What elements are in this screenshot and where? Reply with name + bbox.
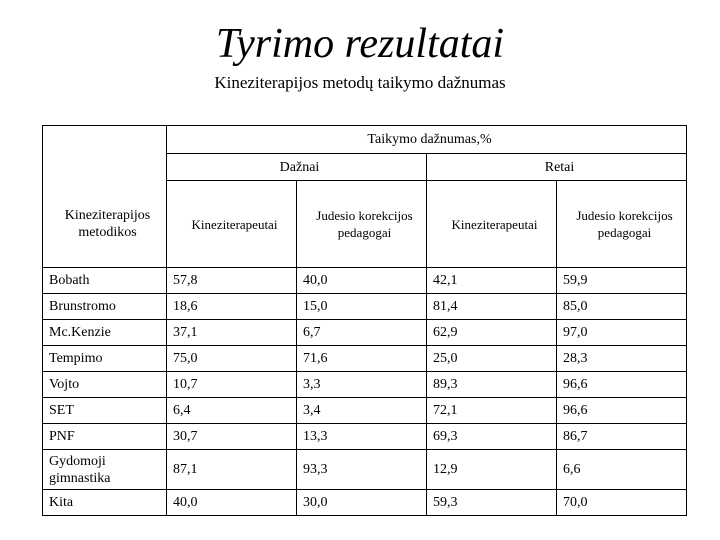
often-header: Dažnai — [167, 154, 427, 181]
table-row — [43, 372, 687, 398]
value-cell: 97,0 — [557, 320, 687, 346]
table-row — [43, 346, 687, 372]
method-cell: Mc.Kenzie — [43, 320, 167, 346]
table-row — [43, 294, 687, 320]
value-cell: 71,6 — [297, 346, 427, 372]
value-cell: 28,3 — [557, 346, 687, 372]
value-cell: 86,7 — [557, 424, 687, 450]
value-cell: 25,0 — [427, 346, 557, 372]
value-cell: 18,6 — [167, 294, 297, 320]
value-cell: 30,7 — [167, 424, 297, 450]
value-cell: 59,9 — [557, 268, 687, 294]
sub-header-rarely-teachers: Judesio korekcijos pedagogai — [557, 181, 687, 268]
value-cell: 69,3 — [427, 424, 557, 450]
method-cell: Kita — [43, 490, 167, 516]
value-cell: 37,1 — [167, 320, 297, 346]
results-table — [42, 125, 687, 516]
value-cell: 81,4 — [427, 294, 557, 320]
sub-header-often-teachers: Judesio korekcijos pedagogai — [297, 181, 427, 268]
value-cell: 59,3 — [427, 490, 557, 516]
value-cell: 10,7 — [167, 372, 297, 398]
table-row — [43, 398, 687, 424]
method-cell: Gydomoji gimnastika — [43, 450, 167, 490]
value-cell: 62,9 — [427, 320, 557, 346]
value-cell: 57,8 — [167, 268, 297, 294]
value-cell: 40,0 — [167, 490, 297, 516]
sub-header-often-physio: Kineziterapeutai — [167, 181, 297, 268]
value-cell: 13,3 — [297, 424, 427, 450]
table-row — [43, 450, 687, 490]
method-cell: SET — [43, 398, 167, 424]
value-cell: 6,6 — [557, 450, 687, 490]
value-cell: 30,0 — [297, 490, 427, 516]
method-cell: Tempimo — [43, 346, 167, 372]
value-cell: 42,1 — [427, 268, 557, 294]
value-cell: 87,1 — [167, 450, 297, 490]
value-cell: 40,0 — [297, 268, 427, 294]
table-row — [43, 424, 687, 450]
value-cell: 75,0 — [167, 346, 297, 372]
table-row — [43, 320, 687, 346]
method-header: Kineziterapijos metodikos — [64, 207, 151, 240]
value-cell: 6,7 — [297, 320, 427, 346]
method-cell: PNF — [43, 424, 167, 450]
value-cell: 3,3 — [297, 372, 427, 398]
page-title: Tyrimo rezultatai — [215, 21, 505, 67]
method-cell: Vojto — [43, 372, 167, 398]
value-cell: 93,3 — [297, 450, 427, 490]
value-cell: 6,4 — [167, 398, 297, 424]
method-cell: Bobath — [43, 268, 167, 294]
sub-header-rarely-physio: Kineziterapeutai — [427, 181, 557, 268]
value-cell: 70,0 — [557, 490, 687, 516]
table-row — [43, 490, 687, 516]
value-cell: 12,9 — [427, 450, 557, 490]
method-header-cell — [43, 126, 167, 268]
value-cell: 3,4 — [297, 398, 427, 424]
value-cell: 72,1 — [427, 398, 557, 424]
rarely-header: Retai — [427, 154, 687, 181]
value-cell: 85,0 — [557, 294, 687, 320]
value-cell: 15,0 — [297, 294, 427, 320]
page-subtitle: Kineziterapijos metodų taikymo dažnumas — [214, 73, 506, 92]
value-cell: 96,6 — [557, 398, 687, 424]
frequency-header: Taikymo dažnumas,% — [167, 126, 687, 154]
value-cell: 89,3 — [427, 372, 557, 398]
method-cell: Brunstromo — [43, 294, 167, 320]
value-cell: 96,6 — [557, 372, 687, 398]
table-row — [43, 268, 687, 294]
